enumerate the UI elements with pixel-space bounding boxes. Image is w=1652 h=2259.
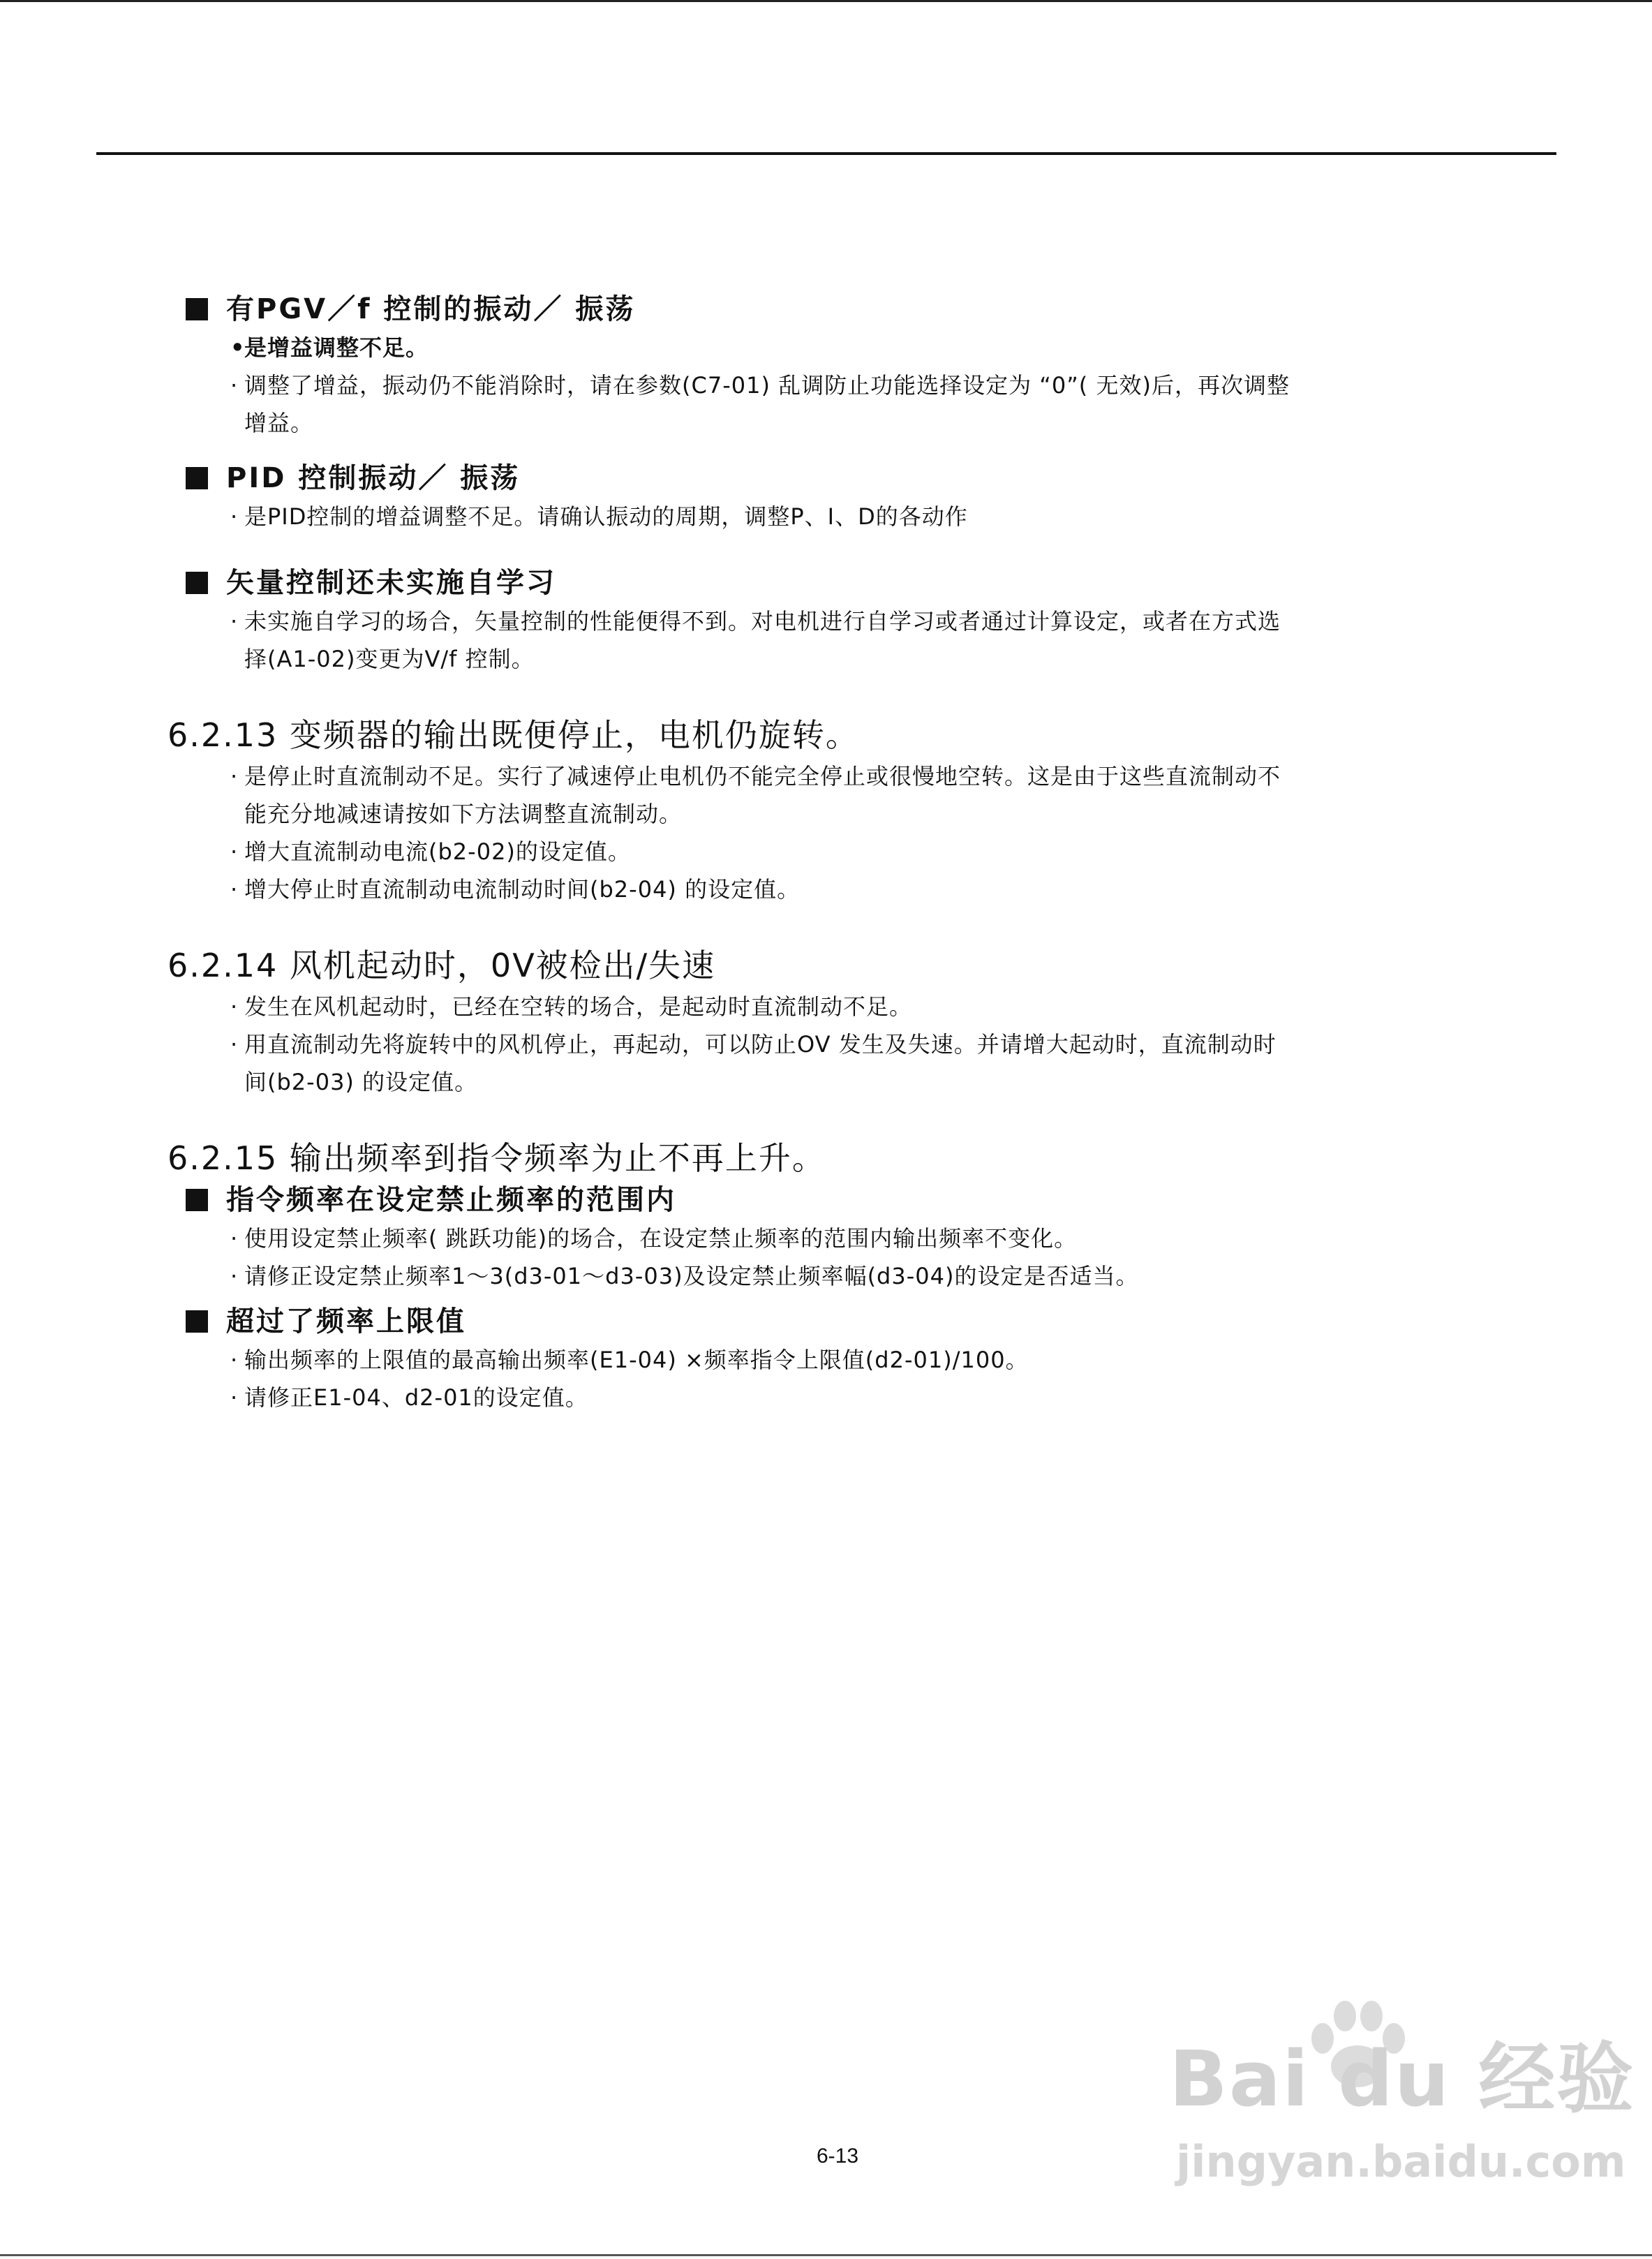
- bullet-line: 使用设定禁止频率( 跳跃功能)的场合，在设定禁止频率的范围内输出频率不变化。: [244, 1225, 1078, 1252]
- bullet-item: [161, 1341, 1501, 1379]
- baidu-watermark: [1162, 1997, 1635, 2206]
- bullet-line: 用直流制动先将旋转中的风机停止，再起动，可以防止OV 发生及失速。并请增大起动时，直流制动时: [244, 1031, 1277, 1058]
- bullet-item: [161, 757, 1501, 833]
- subsection-heading-text: 矢量控制还未实施自学习: [226, 567, 556, 599]
- bullet-dot-icon: ·: [230, 993, 239, 1020]
- bullet-line: 增大直流制动电流(b2-02)的设定值。: [244, 838, 631, 865]
- subsection-prohibited-frequency: [161, 1180, 1501, 1295]
- bullet-item: [161, 988, 1501, 1025]
- square-bullet-icon: [186, 1189, 208, 1211]
- subsection-pid-vibration: [161, 459, 1501, 535]
- bullet-line: 能充分地减速请按如下方法调整直流制动。: [244, 801, 683, 827]
- bullet-dot-icon: ·: [230, 876, 239, 903]
- subsection-heading-text: PID 控制振动／ 振荡: [226, 462, 521, 494]
- subsection-vector-autotune: [161, 563, 1501, 678]
- bullet-item: [161, 1025, 1501, 1101]
- subsection-heading: [186, 1180, 1501, 1220]
- square-bullet-icon: [186, 467, 208, 489]
- section-6-2-13: [161, 713, 1501, 908]
- bullet-dot-icon: •: [230, 334, 246, 361]
- bullet-line: 是增益调整不足。: [244, 334, 429, 361]
- subsection-pgv-vibration: [161, 290, 1501, 442]
- bullet-line: 增大停止时直流制动电流制动时间(b2-04) 的设定值。: [244, 876, 801, 903]
- bullet-dot-icon: ·: [230, 608, 239, 635]
- subsection-heading: [186, 563, 1501, 602]
- section-6-2-14: [161, 943, 1501, 1101]
- bullet-line: 是PID控制的增益调整不足。请确认振动的周期，调整P、I、D的各动作: [244, 503, 968, 530]
- bullet-item: [161, 498, 1501, 535]
- bullet-dot-icon: ·: [230, 1263, 239, 1289]
- page-number: 6-13: [816, 2145, 859, 2168]
- bullet-item: [161, 366, 1501, 442]
- bullet-line: 请修正设定禁止频率1～3(d3-01～d3-03)及设定禁止频率幅(d3-04)的设定是否适当。: [244, 1263, 1139, 1289]
- bullet-line: 发生在风机起动时，已经在空转的场合，是起动时直流制动不足。: [244, 993, 913, 1020]
- square-bullet-icon: [186, 1310, 208, 1333]
- bullet-line: 择(A1-02)变更为V/f 控制。: [244, 646, 535, 672]
- bullet-line: 请修正E1-04、d2-01的设定值。: [244, 1384, 588, 1411]
- watermark-logo-text: Bai du 经验: [1169, 2034, 1635, 2124]
- bullet-dot-icon: ·: [230, 1384, 239, 1411]
- bullet-dot-icon: ·: [230, 1225, 239, 1252]
- bullet-item: [161, 602, 1501, 678]
- bullet-dot-icon: ·: [230, 1031, 239, 1058]
- page-border-top: [0, 0, 1652, 2]
- header-rule: [96, 152, 1556, 155]
- section-heading: 6.2.15 输出频率到指令频率为止不再上升。: [168, 1139, 826, 1177]
- section-heading: 6.2.13 变频器的输出既便停止，电机仍旋转。: [168, 716, 859, 754]
- subsection-heading: [186, 290, 1501, 329]
- bullet-line: 输出频率的上限值的最高输出频率(E1-04) ×频率指令上限值(d2-01)/100。: [244, 1347, 1029, 1373]
- square-bullet-icon: [186, 298, 208, 320]
- bullet-item: [161, 833, 1501, 871]
- subsection-heading-text: 指令频率在设定禁止频率的范围内: [226, 1184, 676, 1216]
- subsection-heading-text: 有PGV／f 控制的振动／ 振荡: [226, 293, 636, 325]
- page-border-bottom: [0, 2254, 1652, 2256]
- bullet-dot-icon: ·: [230, 372, 239, 399]
- subsection-heading: [186, 459, 1501, 498]
- section-6-2-15: [161, 1136, 1501, 1180]
- document-body: [161, 290, 1501, 1416]
- bullet-item: [161, 1257, 1501, 1295]
- bullet-dot-icon: ·: [230, 838, 239, 865]
- bullet-line: 增益。: [244, 410, 314, 436]
- bullet-dot-icon: ·: [230, 1347, 239, 1373]
- subsection-heading: [186, 1302, 1501, 1341]
- bullet-line: 调整了增益，振动仍不能消除时，请在参数(C7-01) 乱调防止功能选择设定为 “0”( 无效)后，再次调整: [244, 372, 1290, 399]
- bullet-line: 是停止时直流制动不足。实行了减速停止电机仍不能完全停止或很慢地空转。这是由于这些直流制动不: [244, 763, 1281, 790]
- bullet-line: 间(b2-03) 的设定值。: [244, 1069, 478, 1095]
- subsection-heading-text: 超过了频率上限值: [226, 1305, 466, 1338]
- section-heading: 6.2.14 风机起动时，0V被检出/失速: [168, 947, 716, 984]
- bullet-item: [161, 871, 1501, 908]
- bullet-item: [161, 329, 1501, 366]
- watermark-url: jingyan.baidu.com: [1176, 2136, 1626, 2187]
- bullet-item: [161, 1220, 1501, 1257]
- bullet-line: 未实施自学习的场合，矢量控制的性能便得不到。对电机进行自学习或者通过计算设定，或者在方式选: [244, 608, 1281, 635]
- bullet-dot-icon: ·: [230, 503, 239, 530]
- bullet-item: [161, 1379, 1501, 1416]
- subsection-frequency-upper-limit: [161, 1302, 1501, 1416]
- square-bullet-icon: [186, 572, 208, 594]
- bullet-dot-icon: ·: [230, 763, 239, 790]
